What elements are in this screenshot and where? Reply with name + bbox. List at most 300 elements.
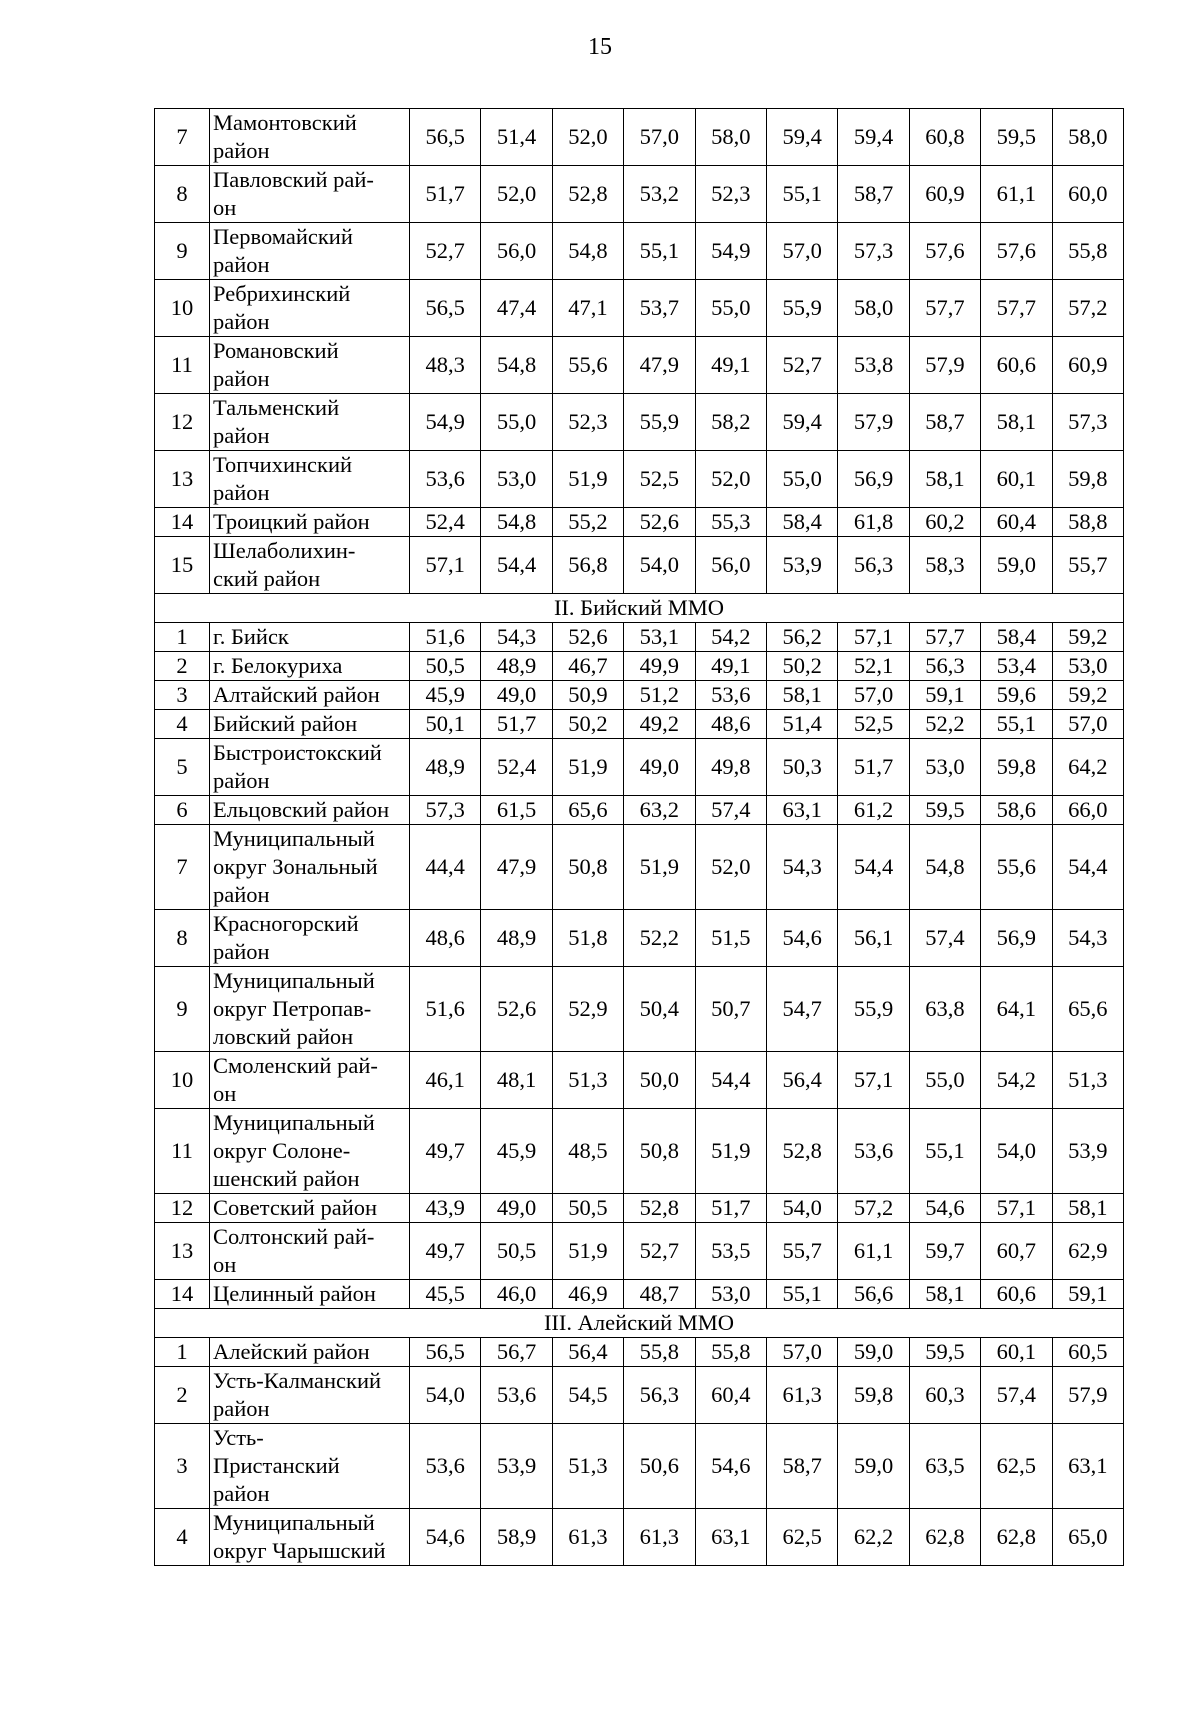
value-cell: 55,1 <box>766 166 837 223</box>
value-cell: 52,1 <box>838 652 909 681</box>
district-name: Алтайский район <box>210 681 410 710</box>
district-name: Муниципальный округ Зональный район <box>210 825 410 910</box>
value-cell: 54,8 <box>481 337 552 394</box>
value-cell: 52,8 <box>624 1194 695 1223</box>
value-cell: 62,8 <box>909 1509 980 1566</box>
value-cell: 59,4 <box>766 394 837 451</box>
value-cell: 56,9 <box>838 451 909 508</box>
value-cell: 56,2 <box>766 623 837 652</box>
value-cell: 52,7 <box>624 1223 695 1280</box>
value-cell: 52,7 <box>410 223 481 280</box>
table-row <box>155 967 1124 1052</box>
value-cell: 59,0 <box>838 1424 909 1509</box>
value-cell: 57,1 <box>410 537 481 594</box>
value-cell: 53,4 <box>981 652 1052 681</box>
value-cell: 53,7 <box>624 280 695 337</box>
value-cell: 46,0 <box>481 1280 552 1309</box>
value-cell: 59,8 <box>981 739 1052 796</box>
district-name: Ребрихинский район <box>210 280 410 337</box>
value-cell: 56,4 <box>766 1052 837 1109</box>
row-number: 4 <box>155 710 210 739</box>
value-cell: 55,9 <box>838 967 909 1052</box>
value-cell: 50,8 <box>552 825 623 910</box>
value-cell: 56,3 <box>624 1367 695 1424</box>
value-cell: 53,2 <box>624 166 695 223</box>
value-cell: 49,2 <box>624 710 695 739</box>
value-cell: 57,0 <box>766 1338 837 1367</box>
value-cell: 54,3 <box>1052 910 1123 967</box>
value-cell: 63,8 <box>909 967 980 1052</box>
value-cell: 52,0 <box>695 825 766 910</box>
value-cell: 57,2 <box>1052 280 1123 337</box>
value-cell: 58,9 <box>481 1509 552 1566</box>
value-cell: 60,1 <box>981 1338 1052 1367</box>
value-cell: 52,0 <box>695 451 766 508</box>
value-cell: 57,1 <box>838 623 909 652</box>
value-cell: 51,9 <box>624 825 695 910</box>
value-cell: 63,1 <box>1052 1424 1123 1509</box>
value-cell: 57,7 <box>909 280 980 337</box>
value-cell: 60,7 <box>981 1223 1052 1280</box>
row-number: 2 <box>155 652 210 681</box>
value-cell: 50,7 <box>695 967 766 1052</box>
value-cell: 52,8 <box>552 166 623 223</box>
value-cell: 52,7 <box>766 337 837 394</box>
row-number: 8 <box>155 166 210 223</box>
value-cell: 63,5 <box>909 1424 980 1509</box>
value-cell: 51,3 <box>1052 1052 1123 1109</box>
value-cell: 48,6 <box>410 910 481 967</box>
row-number: 9 <box>155 223 210 280</box>
value-cell: 52,6 <box>624 508 695 537</box>
value-cell: 49,7 <box>410 1223 481 1280</box>
value-cell: 53,0 <box>695 1280 766 1309</box>
value-cell: 59,2 <box>1052 681 1123 710</box>
value-cell: 57,6 <box>909 223 980 280</box>
value-cell: 48,9 <box>410 739 481 796</box>
table-row <box>155 337 1124 394</box>
table-row <box>155 223 1124 280</box>
value-cell: 60,9 <box>909 166 980 223</box>
value-cell: 55,0 <box>766 451 837 508</box>
value-cell: 46,1 <box>410 1052 481 1109</box>
value-cell: 53,9 <box>481 1424 552 1509</box>
value-cell: 55,3 <box>695 508 766 537</box>
value-cell: 63,1 <box>766 796 837 825</box>
value-cell: 49,9 <box>624 652 695 681</box>
value-cell: 58,0 <box>695 109 766 166</box>
value-cell: 61,8 <box>838 508 909 537</box>
value-cell: 50,8 <box>624 1109 695 1194</box>
value-cell: 52,6 <box>481 967 552 1052</box>
value-cell: 57,9 <box>838 394 909 451</box>
value-cell: 52,0 <box>481 166 552 223</box>
table-row <box>155 394 1124 451</box>
value-cell: 60,2 <box>909 508 980 537</box>
district-statistics-table <box>154 108 1124 1566</box>
value-cell: 52,4 <box>481 739 552 796</box>
value-cell: 57,3 <box>838 223 909 280</box>
value-cell: 51,9 <box>552 1223 623 1280</box>
value-cell: 55,7 <box>766 1223 837 1280</box>
value-cell: 56,5 <box>410 280 481 337</box>
value-cell: 60,3 <box>909 1367 980 1424</box>
value-cell: 52,6 <box>552 623 623 652</box>
value-cell: 51,6 <box>410 967 481 1052</box>
value-cell: 58,1 <box>981 394 1052 451</box>
value-cell: 51,7 <box>481 710 552 739</box>
value-cell: 54,5 <box>552 1367 623 1424</box>
value-cell: 62,5 <box>981 1424 1052 1509</box>
district-name: г. Бийск <box>210 623 410 652</box>
row-number: 5 <box>155 739 210 796</box>
row-number: 14 <box>155 1280 210 1309</box>
row-number: 10 <box>155 280 210 337</box>
value-cell: 53,5 <box>695 1223 766 1280</box>
value-cell: 50,3 <box>766 739 837 796</box>
value-cell: 53,6 <box>695 681 766 710</box>
value-cell: 52,9 <box>552 967 623 1052</box>
row-number: 13 <box>155 451 210 508</box>
value-cell: 50,2 <box>552 710 623 739</box>
value-cell: 52,2 <box>909 710 980 739</box>
district-name: Целинный район <box>210 1280 410 1309</box>
value-cell: 53,6 <box>410 1424 481 1509</box>
value-cell: 56,5 <box>410 1338 481 1367</box>
table-row <box>155 1509 1124 1566</box>
value-cell: 57,7 <box>909 623 980 652</box>
value-cell: 50,5 <box>552 1194 623 1223</box>
value-cell: 58,0 <box>1052 109 1123 166</box>
value-cell: 57,3 <box>1052 394 1123 451</box>
value-cell: 60,4 <box>981 508 1052 537</box>
value-cell: 64,2 <box>1052 739 1123 796</box>
row-number: 3 <box>155 681 210 710</box>
value-cell: 55,9 <box>624 394 695 451</box>
value-cell: 55,9 <box>766 280 837 337</box>
value-cell: 57,1 <box>838 1052 909 1109</box>
district-name: Топчихинский район <box>210 451 410 508</box>
value-cell: 54,3 <box>481 623 552 652</box>
value-cell: 48,3 <box>410 337 481 394</box>
value-cell: 59,8 <box>1052 451 1123 508</box>
value-cell: 51,3 <box>552 1424 623 1509</box>
value-cell: 45,9 <box>481 1109 552 1194</box>
value-cell: 57,9 <box>909 337 980 394</box>
value-cell: 52,5 <box>838 710 909 739</box>
value-cell: 59,1 <box>909 681 980 710</box>
value-cell: 47,4 <box>481 280 552 337</box>
value-cell: 52,0 <box>552 109 623 166</box>
value-cell: 51,9 <box>552 739 623 796</box>
row-number: 7 <box>155 825 210 910</box>
value-cell: 53,1 <box>624 623 695 652</box>
value-cell: 61,5 <box>481 796 552 825</box>
value-cell: 51,5 <box>695 910 766 967</box>
district-name: Красногорский район <box>210 910 410 967</box>
value-cell: 58,6 <box>981 796 1052 825</box>
value-cell: 48,9 <box>481 910 552 967</box>
value-cell: 60,1 <box>981 451 1052 508</box>
table-row <box>155 1424 1124 1509</box>
value-cell: 52,3 <box>552 394 623 451</box>
value-cell: 51,3 <box>552 1052 623 1109</box>
value-cell: 57,0 <box>838 681 909 710</box>
table-row <box>155 508 1124 537</box>
district-name: Бийский район <box>210 710 410 739</box>
district-name: Советский район <box>210 1194 410 1223</box>
value-cell: 56,3 <box>838 537 909 594</box>
value-cell: 56,6 <box>838 1280 909 1309</box>
value-cell: 54,0 <box>766 1194 837 1223</box>
district-name: Первомайский район <box>210 223 410 280</box>
district-name: Павловский рай- он <box>210 166 410 223</box>
row-number: 15 <box>155 537 210 594</box>
district-name: Быстроистокский район <box>210 739 410 796</box>
value-cell: 53,0 <box>481 451 552 508</box>
row-number: 11 <box>155 337 210 394</box>
value-cell: 45,9 <box>410 681 481 710</box>
value-cell: 60,5 <box>1052 1338 1123 1367</box>
value-cell: 57,9 <box>1052 1367 1123 1424</box>
value-cell: 58,7 <box>909 394 980 451</box>
value-cell: 63,2 <box>624 796 695 825</box>
value-cell: 54,6 <box>909 1194 980 1223</box>
value-cell: 54,3 <box>766 825 837 910</box>
row-number: 7 <box>155 109 210 166</box>
value-cell: 54,2 <box>981 1052 1052 1109</box>
value-cell: 44,4 <box>410 825 481 910</box>
value-cell: 53,0 <box>909 739 980 796</box>
row-number: 13 <box>155 1223 210 1280</box>
value-cell: 48,7 <box>624 1280 695 1309</box>
district-name: Усть- Пристанский район <box>210 1424 410 1509</box>
value-cell: 56,5 <box>410 109 481 166</box>
table-row <box>155 652 1124 681</box>
value-cell: 50,9 <box>552 681 623 710</box>
district-name: Усть-Калманский район <box>210 1367 410 1424</box>
value-cell: 54,6 <box>695 1424 766 1509</box>
value-cell: 57,0 <box>624 109 695 166</box>
section-title: III. Алейский ММО <box>155 1309 1124 1338</box>
value-cell: 50,6 <box>624 1424 695 1509</box>
value-cell: 59,7 <box>909 1223 980 1280</box>
district-name: Мамонтовский район <box>210 109 410 166</box>
value-cell: 55,6 <box>552 337 623 394</box>
value-cell: 58,1 <box>909 451 980 508</box>
table-row <box>155 825 1124 910</box>
value-cell: 62,8 <box>981 1509 1052 1566</box>
value-cell: 58,4 <box>981 623 1052 652</box>
value-cell: 55,8 <box>1052 223 1123 280</box>
value-cell: 54,4 <box>1052 825 1123 910</box>
value-cell: 54,6 <box>410 1509 481 1566</box>
value-cell: 51,8 <box>552 910 623 967</box>
value-cell: 55,8 <box>624 1338 695 1367</box>
value-cell: 58,8 <box>1052 508 1123 537</box>
value-cell: 49,1 <box>695 337 766 394</box>
value-cell: 49,7 <box>410 1109 481 1194</box>
value-cell: 53,6 <box>410 451 481 508</box>
value-cell: 58,1 <box>909 1280 980 1309</box>
value-cell: 57,2 <box>838 1194 909 1223</box>
value-cell: 59,0 <box>838 1338 909 1367</box>
table-row <box>155 537 1124 594</box>
table-row <box>155 1194 1124 1223</box>
district-name: Тальменский район <box>210 394 410 451</box>
table-row <box>155 1367 1124 1424</box>
table-row <box>155 1280 1124 1309</box>
table-row <box>155 1338 1124 1367</box>
district-name: Алейский район <box>210 1338 410 1367</box>
value-cell: 51,4 <box>766 710 837 739</box>
row-number: 6 <box>155 796 210 825</box>
value-cell: 51,4 <box>481 109 552 166</box>
table-row <box>155 1109 1124 1194</box>
value-cell: 45,5 <box>410 1280 481 1309</box>
value-cell: 48,6 <box>695 710 766 739</box>
value-cell: 61,3 <box>552 1509 623 1566</box>
value-cell: 51,7 <box>695 1194 766 1223</box>
value-cell: 54,0 <box>410 1367 481 1424</box>
value-cell: 49,0 <box>624 739 695 796</box>
value-cell: 53,6 <box>481 1367 552 1424</box>
value-cell: 56,9 <box>981 910 1052 967</box>
value-cell: 62,5 <box>766 1509 837 1566</box>
value-cell: 58,0 <box>838 280 909 337</box>
value-cell: 53,6 <box>838 1109 909 1194</box>
row-number: 12 <box>155 394 210 451</box>
value-cell: 56,3 <box>909 652 980 681</box>
value-cell: 60,0 <box>1052 166 1123 223</box>
value-cell: 56,0 <box>695 537 766 594</box>
value-cell: 54,2 <box>695 623 766 652</box>
value-cell: 58,4 <box>766 508 837 537</box>
value-cell: 57,3 <box>410 796 481 825</box>
value-cell: 54,4 <box>695 1052 766 1109</box>
value-cell: 61,2 <box>838 796 909 825</box>
district-name: г. Белокуриха <box>210 652 410 681</box>
value-cell: 51,7 <box>838 739 909 796</box>
value-cell: 59,1 <box>1052 1280 1123 1309</box>
value-cell: 49,8 <box>695 739 766 796</box>
section-header-row <box>155 1309 1124 1338</box>
value-cell: 46,9 <box>552 1280 623 1309</box>
value-cell: 60,9 <box>1052 337 1123 394</box>
value-cell: 56,0 <box>481 223 552 280</box>
value-cell: 54,0 <box>624 537 695 594</box>
value-cell: 58,7 <box>766 1424 837 1509</box>
value-cell: 60,6 <box>981 1280 1052 1309</box>
value-cell: 50,2 <box>766 652 837 681</box>
value-cell: 52,2 <box>624 910 695 967</box>
value-cell: 57,6 <box>981 223 1052 280</box>
value-cell: 55,1 <box>981 710 1052 739</box>
row-number: 2 <box>155 1367 210 1424</box>
value-cell: 55,1 <box>624 223 695 280</box>
table-row <box>155 280 1124 337</box>
value-cell: 60,4 <box>695 1367 766 1424</box>
value-cell: 59,4 <box>838 109 909 166</box>
value-cell: 50,5 <box>481 1223 552 1280</box>
row-number: 11 <box>155 1109 210 1194</box>
district-name: Солтонский рай- он <box>210 1223 410 1280</box>
value-cell: 55,8 <box>695 1338 766 1367</box>
value-cell: 54,8 <box>552 223 623 280</box>
district-name: Троицкий район <box>210 508 410 537</box>
row-number: 14 <box>155 508 210 537</box>
district-name: Муниципальный округ Петропав- ловский район <box>210 967 410 1052</box>
value-cell: 50,4 <box>624 967 695 1052</box>
value-cell: 50,0 <box>624 1052 695 1109</box>
value-cell: 58,1 <box>1052 1194 1123 1223</box>
row-number: 1 <box>155 1338 210 1367</box>
value-cell: 53,8 <box>838 337 909 394</box>
value-cell: 49,0 <box>481 1194 552 1223</box>
district-name: Ельцовский район <box>210 796 410 825</box>
row-number: 10 <box>155 1052 210 1109</box>
value-cell: 47,9 <box>624 337 695 394</box>
value-cell: 61,3 <box>624 1509 695 1566</box>
value-cell: 49,0 <box>481 681 552 710</box>
value-cell: 58,7 <box>838 166 909 223</box>
row-number: 1 <box>155 623 210 652</box>
row-number: 8 <box>155 910 210 967</box>
table-row <box>155 109 1124 166</box>
value-cell: 57,7 <box>981 280 1052 337</box>
page-number: 15 <box>588 34 612 60</box>
value-cell: 62,2 <box>838 1509 909 1566</box>
value-cell: 60,6 <box>981 337 1052 394</box>
table-body <box>155 109 1124 1566</box>
value-cell: 56,1 <box>838 910 909 967</box>
value-cell: 65,0 <box>1052 1509 1123 1566</box>
value-cell: 58,1 <box>766 681 837 710</box>
value-cell: 54,6 <box>766 910 837 967</box>
table-row <box>155 739 1124 796</box>
value-cell: 48,9 <box>481 652 552 681</box>
value-cell: 57,4 <box>909 910 980 967</box>
section-title: II. Бийский ММО <box>155 594 1124 623</box>
district-name: Смоленский рай- он <box>210 1052 410 1109</box>
value-cell: 59,6 <box>981 681 1052 710</box>
value-cell: 54,0 <box>981 1109 1052 1194</box>
value-cell: 49,1 <box>695 652 766 681</box>
row-number: 3 <box>155 1424 210 1509</box>
value-cell: 52,4 <box>410 508 481 537</box>
value-cell: 54,8 <box>481 508 552 537</box>
value-cell: 53,9 <box>766 537 837 594</box>
value-cell: 55,2 <box>552 508 623 537</box>
value-cell: 48,1 <box>481 1052 552 1109</box>
value-cell: 59,0 <box>981 537 1052 594</box>
value-cell: 52,3 <box>695 166 766 223</box>
table-row <box>155 1052 1124 1109</box>
table-row <box>155 451 1124 508</box>
district-name: Муниципальный округ Чарышский <box>210 1509 410 1566</box>
value-cell: 65,6 <box>1052 967 1123 1052</box>
value-cell: 59,8 <box>838 1367 909 1424</box>
value-cell: 54,7 <box>766 967 837 1052</box>
value-cell: 51,6 <box>410 623 481 652</box>
table-row <box>155 796 1124 825</box>
value-cell: 64,1 <box>981 967 1052 1052</box>
value-cell: 59,5 <box>909 796 980 825</box>
table-row <box>155 681 1124 710</box>
table-row <box>155 1223 1124 1280</box>
value-cell: 59,5 <box>981 109 1052 166</box>
value-cell: 48,5 <box>552 1109 623 1194</box>
